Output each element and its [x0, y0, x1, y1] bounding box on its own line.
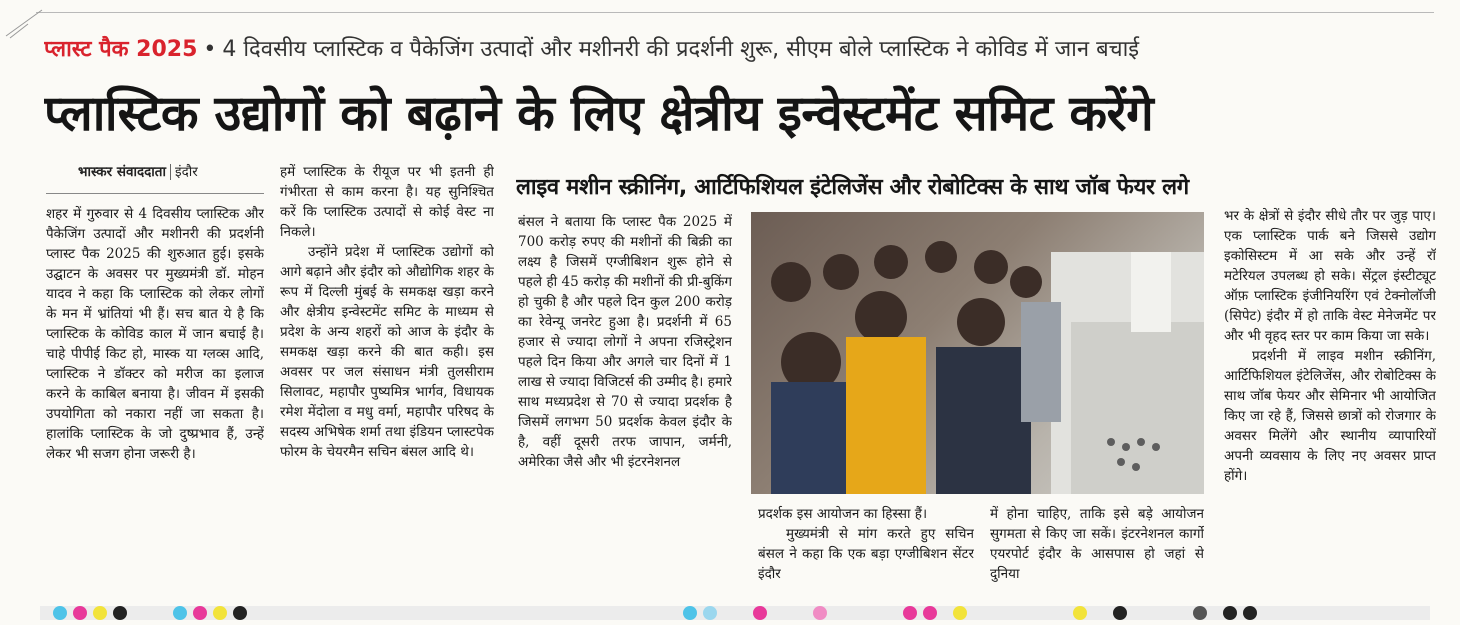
kicker-line [44, 32, 1444, 68]
byline-author: भास्कर संवाददाता [78, 164, 166, 180]
article-column-2 [280, 162, 494, 600]
corner-scribble [4, 6, 44, 40]
byline-rule [46, 193, 264, 194]
subheadline: लाइव मशीन स्क्रीनिंग, आर्टिफिशियल इंटेलिजेंस और रोबोटिक्स के साथ जॉब फेयर लगे [516, 175, 1189, 200]
column-2-para-2: उन्होंने प्रदेश में प्लास्टिक उद्योगों को आगे बढ़ाने और इंदौर को औद्योगिक शहर के रूप में दिल्ली मुंबई के समकक्ष खड़ा करने और क्षेत्रीय इन्वेस्टमेंट समिट के माध्यम से प्रदेश के अन्य शहरों को आज के इंदौर के समकक्ष खड़ा करने की बात कही। इस अवसर पर जल संसाधन मंत्री तुलसीराम सिलावट, महापौर पुष्यमित्र भार्गव, विधायक रमेश मेंदोला व मधु वर्मा, महापौर परिषद के सदस्य अभिषेक शर्मा तथा इंडियन प्लास्टपेक फोरम के चेयरमैन सचिन बंसल आदि थे। [280, 244, 494, 460]
column-3-text: बंसल ने बताया कि प्लास्ट पैक 2025 में 700 करोड़ रुपए की मशीनों की बिक्री का लक्ष्य है जिसमें एग्जीबिशन शुरू होने से पहले ही 45 करोड़ की मशीनों की प्री-बुकिंग हो चुकी है और पहले दिन कुल 200 करोड़ का रेवेन्यू जनरेट हुआ है। प्रदर्शनी में 65 हजार से ज्यादा लोगों ने अपना रजिस्ट्रेशन पहले दिन किया और अगले चार दिनों में 1 लाख से ज्यादा विजिटर्स की उम्मीद है। हमारे साथ मध्यप्रदेश से 70 से ज्यादा प्रदर्शक है जिसमें लगभग 50 प्रदर्शक केवल इंदौर के है, वहीं दूसरी तरफ जापान, जर्मनी, अमेरिका जैसे और भी इंटरनेशनल [518, 214, 732, 470]
kicker-bullet: • [203, 37, 217, 62]
print-color-registration-bar [40, 604, 1430, 622]
byline-city: इंदौर [170, 164, 198, 180]
column-4-para-2: मुख्यमंत्री से मांग करते हुए सचिन बंसल ने कहा कि एक बड़ा एग्जीबिशन सेंटर इंदौर [758, 526, 974, 582]
photo-illustration [751, 212, 1204, 494]
column-6-para-1: भर के क्षेत्रों से इंदौर सीधे तौर पर जुड़ पाए। एक प्लास्टिक पार्क बने जिससे उद्योग इकोसिस्टम में आ सके और उन्हें रॉ मटेरियल उपलब्ध हो सके। सेंट्रल इंस्टीट्यूट ऑफ़ प्लास्टिक इंजीनियरिंग एवं टेक्नोलॉजी (सिपेट) इंदौर में हो ताकि वेस्ट मेनेजमेंट पर और भी वृहद स्तर पर काम किया जा सके। [1224, 208, 1436, 344]
article-column-4 [758, 504, 974, 600]
article-column-5 [990, 504, 1204, 600]
article-column-6 [1224, 206, 1436, 600]
column-4-para-1: प्रदर्शक इस आयोजन का हिस्सा हैं। [758, 506, 928, 522]
kicker-brand: प्लास्ट पैक 2025 [44, 37, 198, 62]
kicker-text: 4 दिवसीय प्लास्टिक व पैकेजिंग उत्पादों और मशीनरी की प्रदर्शनी शुरू, सीएम बोले प्लास्टिक ने कोविड में जान बचाई [222, 37, 1140, 62]
article-column-1 [46, 204, 264, 600]
byline [78, 162, 198, 180]
column-2-para-1: हमें प्लास्टिक के रीयूज पर भी इतनी ही गंभीरता से काम करना है। यह सुनिश्चित करें कि प्लास्टिक उत्पादों से कोई वेस्ट ना निकले। [280, 164, 494, 240]
top-rule [36, 12, 1434, 13]
column-1-text: शहर में गुरुवार से 4 दिवसीय प्लास्टिक और पैकेजिंग उत्पादों और मशीनरी की प्रदर्शनी प्लास्ट पैक 2025 की शुरुआत हुई। इसके उद्घाटन के अवसर पर मुख्यमंत्री डॉ. मोहन यादव ने कहा कि प्लास्टिक को लेकर लोगों के मन में भ्रांतियां भी हैं। सच बात ये है कि प्लास्टिक के कोविड काल में जान बचाई है। चाहे पीपीई किट हो, मास्क या ग्लव्स आदि, प्लास्टिक ने डॉक्टर को मरीज का इलाज करने के काबिल बनाया है। जीवन में इसकी उपयोगिता को नकारा नहीं जा सकता है। हालांकि प्लास्टिक के जो दुष्प्रभाव हैं, उन्हें लेकर भी सजग होना जरूरी है। [46, 206, 264, 462]
column-6-para-2: प्रदर्शनी में लाइव मशीन स्क्रीनिंग, आर्टिफिशियल इंटेलिजेंस, और रोबोटिक्स के साथ जॉब फेयर और सेमिनार भी आयोजित किए जा रहे हैं, जिससे छात्रों को रोजगार के अवसर मिलेंगे और स्थानीय व्यापारियों अपनी व्यवसाय के लिए नए अवसर प्राप्त होंगे। [1224, 348, 1436, 484]
column-5-text: में होना चाहिए, ताकि इसे बड़े आयोजन सुगमता से किए जा सकें। इंटरनेशनल कार्गो एयरपोर्ट इंदौर के आसपास हो जहां से दुनिया [990, 506, 1204, 582]
page-headline: प्लास्टिक उद्योगों को बढ़ाने के लिए क्षेत्रीय इन्वेस्टमेंट समिट करेंगे [44, 85, 1154, 142]
article-column-3 [518, 212, 732, 600]
news-photo [751, 212, 1204, 494]
